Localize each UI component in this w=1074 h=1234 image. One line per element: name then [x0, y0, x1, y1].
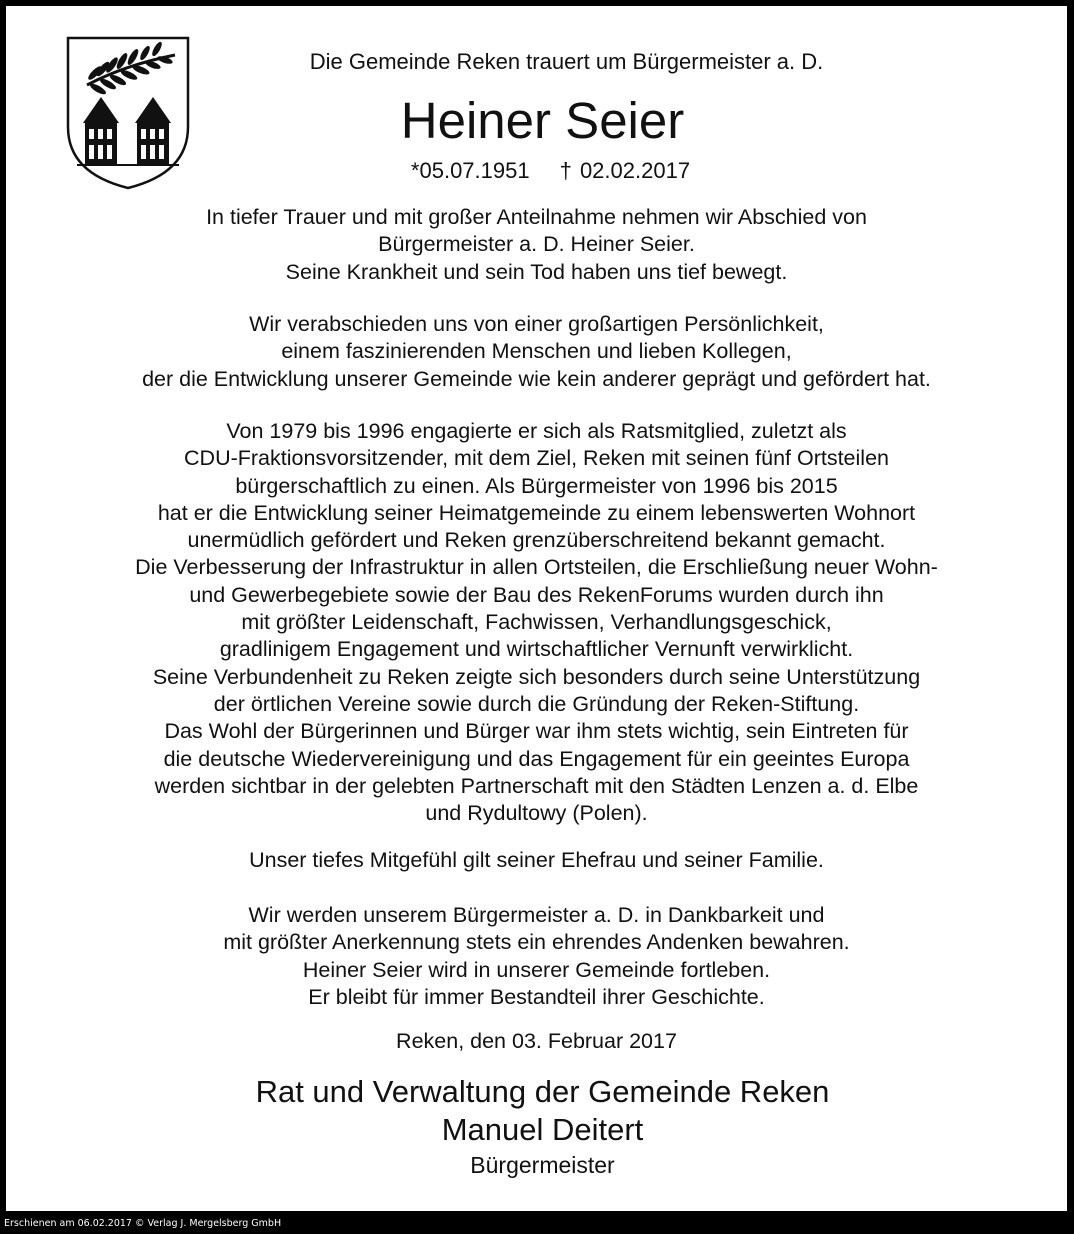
text-line: Seine Verbundenheit zu Reken zeigte sich besonders durch seine Unterstützung — [152, 664, 921, 689]
text-line: der örtlichen Vereine sowie durch die Gründung der Reken-Stiftung. — [213, 691, 860, 716]
publication-credit: Erschienen am 06.02.2017 © Verlag J. Mergelsberg GmbH — [4, 1218, 282, 1229]
text-line: bürgerschaftlich zu einen. Als Bürgermeister von 1996 bis 2015 — [235, 473, 838, 498]
text-line: hat er die Entwicklung seiner Heimatgemeinde zu einem lebenswerten Wohnort — [157, 500, 916, 525]
text-line: Reken, den 03. Februar 2017 — [396, 1029, 677, 1053]
text-line: werden sichtbar in der gelebten Partnerschaft mit den Städten Lenzen a. d. Elbe — [154, 773, 919, 798]
text-line: Seine Krankheit und sein Tod haben uns tief bewegt. — [285, 259, 788, 284]
text-line: mit größter Anerkennung stets ein ehrendes Andenken bewahren. — [223, 930, 850, 955]
obituary-card — [6, 6, 1067, 1211]
signature-role: Bürgermeister — [470, 1152, 615, 1178]
signature-person: Manuel Deitert — [441, 1112, 644, 1147]
text-line: Bürgermeister a. D. Heiner Seier. — [378, 232, 695, 257]
text-line: Wir werden unserem Bürgermeister a. D. in Dankbarkeit und — [248, 903, 825, 927]
text-line: und Rydultowy (Polen). — [425, 801, 648, 826]
text-line: CDU-Fraktionsvorsitzender, mit dem Ziel, Reken mit seinen fünf Ortsteilen — [184, 446, 889, 471]
text-line: Unser tiefes Mitgefühl gilt seiner Ehefrau und seiner Familie. — [249, 848, 824, 872]
paragraph-remembrance — [6, 902, 1067, 1011]
life-dates — [6, 158, 1067, 184]
signature-organization: Rat und Verwaltung der Gemeinde Reken — [255, 1074, 830, 1109]
text-line: Von 1979 bis 1996 engagierte er sich als Ratsmitglied, zuletzt als — [226, 419, 847, 443]
death-date: † 02.02.2017 — [559, 158, 691, 183]
text-line: und Gewerbegebiete sowie der Bau des RekenForums wurden durch ihn — [189, 582, 884, 607]
paragraph-farewell — [6, 204, 1067, 286]
announcement-line: Die Gemeinde Reken trauert um Bürgermeister a. D. — [309, 49, 824, 74]
text-line: unermüdlich gefördert und Reken grenzüberschreitend bekannt gemacht. — [187, 528, 886, 553]
text-line: der die Entwicklung unserer Gemeinde wie kein anderer geprägt und gefördert hat. — [142, 366, 931, 391]
paragraph-condolence — [6, 847, 1067, 874]
text-line: mit größter Leidenschaft, Fachwissen, Verhandlungsgeschick, — [241, 610, 832, 635]
paragraph-personality — [6, 311, 1067, 393]
text-line: die deutsche Wiedervereinigung und das Engagement für ein geeintes Europa — [163, 746, 910, 771]
text-line: Die Verbesserung der Infrastruktur in allen Ortsteilen, die Erschließung neuer Wohn- — [135, 555, 938, 580]
text-line: Er bleibt für immer Bestandteil ihrer Geschichte. — [308, 984, 765, 1009]
text-line: Heiner Seier wird in unserer Gemeinde fortleben. — [302, 957, 771, 982]
birth-date: *05.07.1951 — [410, 158, 530, 183]
text-line: gradlinigem Engagement und wirtschaftlicher Vernunft verwirklicht. — [219, 637, 854, 662]
text-line: einem faszinierenden Menschen und lieben Kollegen, — [281, 339, 792, 364]
text-line: Wir verabschieden uns von einer großartigen Persönlichkeit, — [249, 312, 824, 336]
text-line: In tiefer Trauer und mit großer Anteilnahme nehmen wir Abschied von — [206, 205, 867, 229]
deceased-name: Heiner Seier — [400, 92, 685, 149]
text-line: Das Wohl der Bürgerinnen und Bürger war ihm stets wichtig, sein Eintreten für — [164, 719, 909, 744]
place-date — [6, 1028, 1067, 1055]
paragraph-career — [6, 418, 1067, 827]
